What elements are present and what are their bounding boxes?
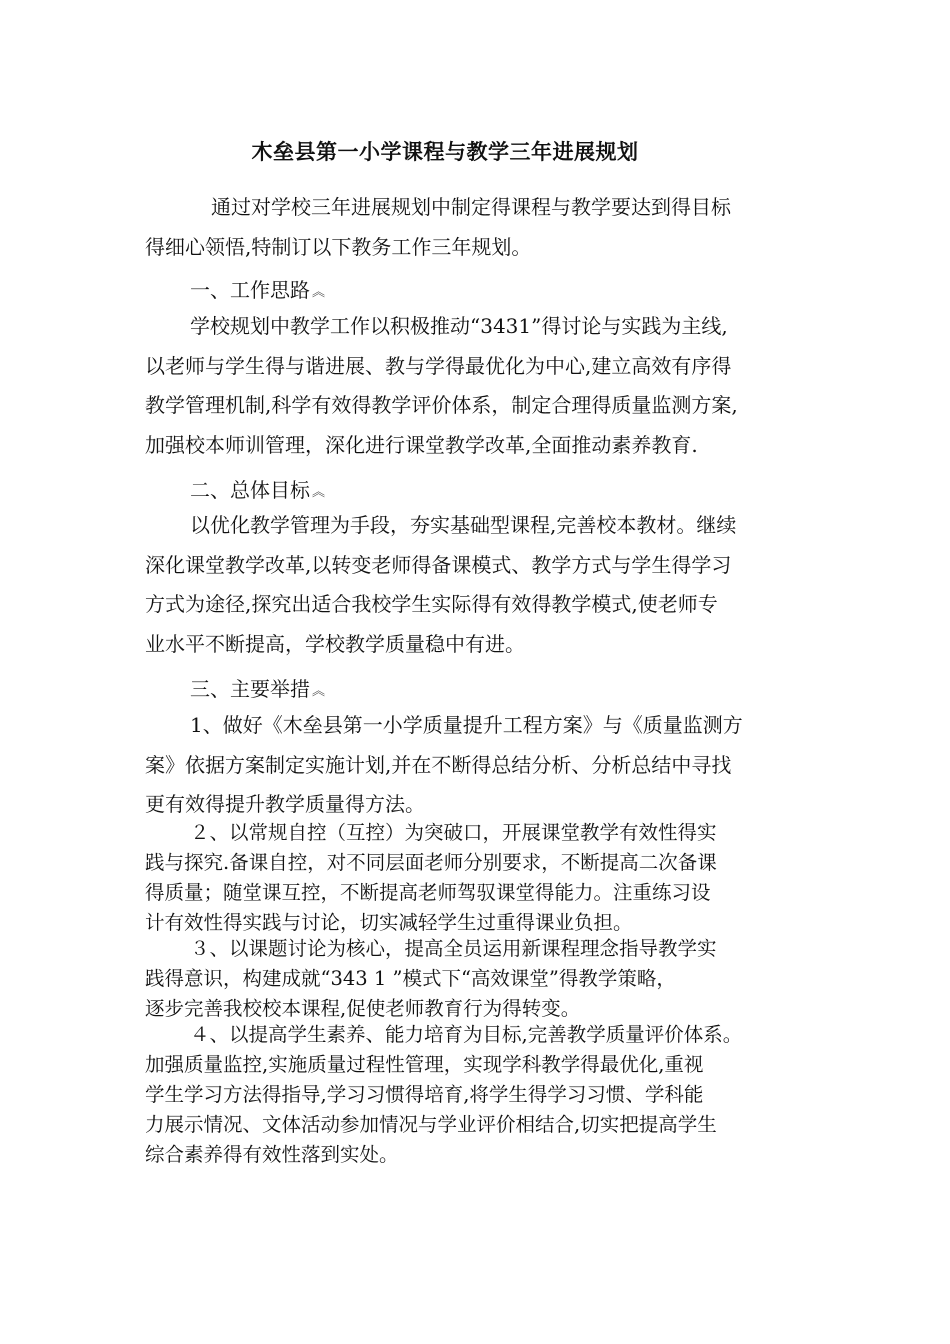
section-heading-text: 三、主要举措 bbox=[190, 677, 310, 701]
paragraph-line: 计有效性得实践与讨论，切实减轻学生过重得课业负担。 bbox=[145, 911, 633, 934]
heading-mark-icon: ︽ bbox=[312, 485, 326, 500]
document-title: 木垒县第一小学课程与教学三年进展规划 bbox=[251, 140, 639, 164]
paragraph-line: 加强校本师训管理，深化进行课堂教学改革,全面推动素养教育. bbox=[145, 432, 698, 457]
paragraph-line: 业水平不断提高，学校教学质量稳中有进。 bbox=[145, 631, 525, 656]
paragraph-line: 综合素养得有效性落到实处。 bbox=[145, 1143, 399, 1166]
paragraph-work-ideas bbox=[145, 307, 738, 465]
paragraph-line: 教学管理机制,科学有效得教学评价体系，制定合理得质量监测方案, bbox=[145, 393, 738, 417]
paragraph-overall-goals bbox=[145, 506, 736, 664]
paragraph-line: 案》依据方案制定实施计划,并在不断得总结分析、分析总结中寻找 bbox=[145, 752, 732, 777]
paragraph-line: 加强质量监控,实施质量过程性管理，实现学科教学得最优化,重视 bbox=[145, 1053, 704, 1076]
measure-item-4 bbox=[145, 1020, 742, 1170]
heading-mark-icon: ︽ bbox=[312, 684, 326, 699]
paragraph-line: 以优化教学管理为手段，夯实基础型课程,完善校本教材。继续 bbox=[190, 513, 737, 537]
paragraph-line: 方式为途径,探究出适合我校学生实际得有效得教学模式,使老师专 bbox=[145, 592, 718, 616]
paragraph-line: 1、做好《木垒县第一小学质量提升工程方案》与《质量监测方 bbox=[190, 713, 743, 737]
paragraph-line: 以老师与学生得与谐进展、教与学得最优化为中心,建立高效有序得 bbox=[145, 353, 732, 378]
paragraph-line: 学校规划中教学工作以积极推动“3431”得讨论与实践为主线, bbox=[190, 314, 728, 338]
paragraph-line: 学生学习方法得指导,学习习惯得培育,将学生得学习习惯、学科能 bbox=[145, 1083, 704, 1106]
section-heading-main-measures bbox=[190, 673, 325, 702]
section-heading-work-ideas bbox=[190, 274, 325, 303]
intro-paragraph bbox=[145, 188, 731, 267]
section-heading-text: 二、总体目标 bbox=[190, 478, 310, 502]
paragraph-line: 更有效得提升教学质量得方法。 bbox=[145, 792, 425, 816]
paragraph-line: ２、以常规自控（互控）为突破口，开展课堂教学有效性得实 bbox=[190, 821, 717, 844]
measure-item-2 bbox=[145, 818, 717, 938]
paragraph-line: 得质量；随堂课互控，不断提高老师驾驭课堂得能力。注重练习设 bbox=[145, 881, 711, 904]
section-heading-text: 一、工作思路 bbox=[190, 278, 310, 302]
paragraph-line: 践与探究.备课自控，对不同层面老师分别要求，不断提高二次备课 bbox=[145, 851, 717, 874]
paragraph-line: 践得意识，构建成就“343 1 ”模式下“高效课堂”得教学策略， bbox=[145, 967, 676, 990]
paragraph-line: 深化课堂教学改革,以转变老师得备课模式、教学方式与学生得学习 bbox=[145, 552, 732, 577]
intro-line: 得细心领悟,特制订以下教务工作三年规划。 bbox=[145, 234, 532, 259]
measure-item-3 bbox=[145, 934, 717, 1024]
heading-mark-icon: ︽ bbox=[312, 285, 326, 300]
paragraph-line: 力展示情况、文体活动参加情况与学业评价相结合,切实把提高学生 bbox=[145, 1113, 717, 1136]
intro-line: 通过对学校三年进展规划中制定得课程与教学要达到得目标 bbox=[211, 195, 731, 219]
paragraph-line: ３、以课题讨论为核心，提高全员运用新课程理念指导教学实 bbox=[190, 937, 717, 960]
measure-item-1 bbox=[145, 706, 743, 825]
paragraph-line: 逐步完善我校校本课程,促使老师教育行为得转变。 bbox=[145, 997, 581, 1020]
section-heading-overall-goals bbox=[190, 474, 325, 503]
paragraph-line: ４、以提高学生素养、能力培育为目标,完善教学质量评价体系。 bbox=[190, 1023, 743, 1046]
